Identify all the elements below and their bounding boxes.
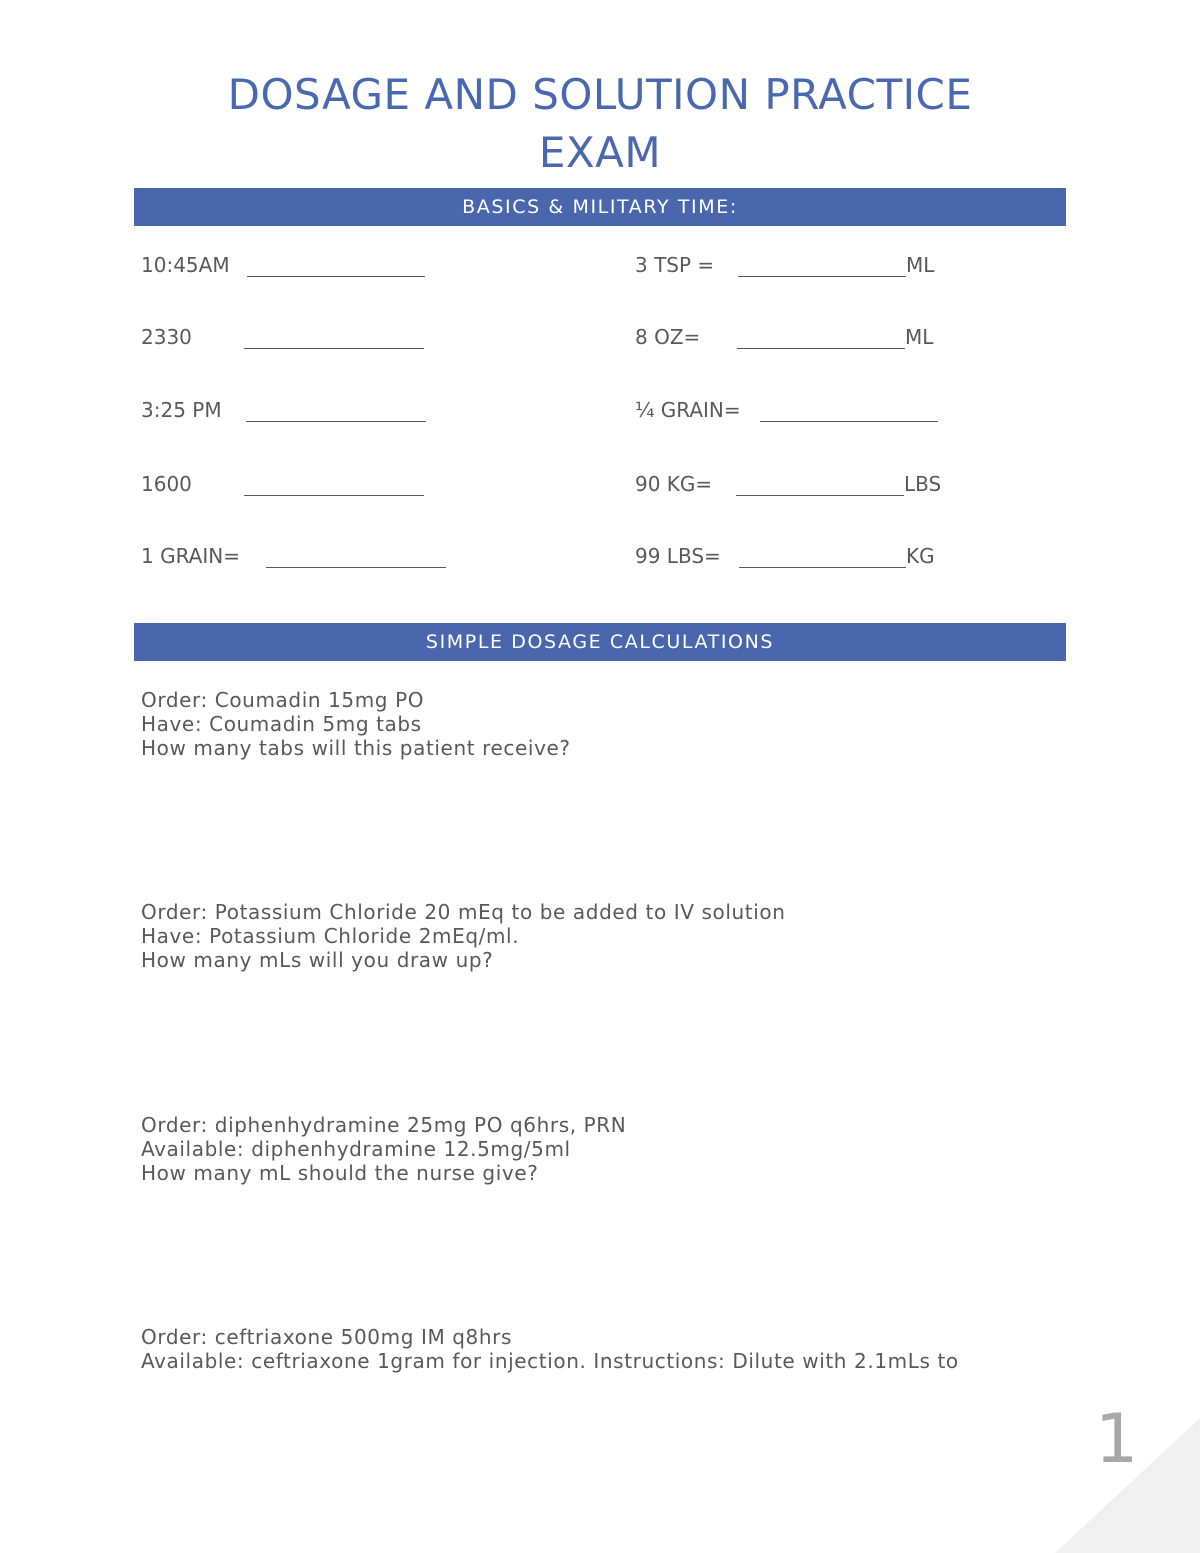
conversion-label: 3 TSP = bbox=[635, 253, 715, 277]
question-line: Available: ceftriaxone 1gram for injection. Instructions: Dilute with 2.1mLs to bbox=[141, 1349, 959, 1373]
answer-blank[interactable] bbox=[244, 348, 424, 349]
conversion-label: 99 LBS= bbox=[635, 544, 721, 568]
section-header-basics: BASICS & MILITARY TIME: bbox=[134, 188, 1066, 226]
answer-blank[interactable] bbox=[247, 276, 425, 277]
question-line: Order: diphenhydramine 25mg PO q6hrs, PRN bbox=[141, 1113, 627, 1137]
answer-blank[interactable] bbox=[737, 348, 905, 349]
question-1 bbox=[141, 688, 571, 760]
question-4 bbox=[141, 1325, 959, 1373]
answer-blank[interactable] bbox=[244, 495, 424, 496]
basics-label: 1600 bbox=[141, 472, 192, 496]
answer-blank[interactable] bbox=[760, 421, 938, 422]
question-line: How many tabs will this patient receive? bbox=[141, 736, 571, 760]
page-title-line-1: DOSAGE AND SOLUTION PRACTICE bbox=[227, 70, 973, 119]
answer-blank[interactable] bbox=[736, 495, 904, 496]
answer-blank[interactable] bbox=[738, 276, 906, 277]
conversion-item bbox=[635, 469, 955, 499]
question-line: How many mLs will you draw up? bbox=[141, 948, 494, 972]
conversion-item bbox=[635, 541, 955, 571]
page-number: 1 bbox=[1095, 1400, 1139, 1479]
question-line: How many mL should the nurse give? bbox=[141, 1161, 539, 1185]
answer-blank[interactable] bbox=[266, 567, 446, 568]
conversion-label: ¼ GRAIN= bbox=[635, 398, 741, 422]
basics-item bbox=[141, 469, 441, 499]
question-line: Available: diphenhydramine 12.5mg/5ml bbox=[141, 1137, 571, 1161]
unit-label: LBS bbox=[904, 472, 942, 496]
basics-label: 1 GRAIN= bbox=[141, 544, 240, 568]
section-header-simple-dosage: SIMPLE DOSAGE CALCULATIONS bbox=[134, 623, 1066, 661]
basics-label: 10:45AM bbox=[141, 253, 230, 277]
conversion-item bbox=[635, 395, 955, 425]
question-line: Have: Potassium Chloride 2mEq/ml. bbox=[141, 924, 520, 948]
question-line: Order: Potassium Chloride 20 mEq to be added to IV solution bbox=[141, 900, 786, 924]
page-title-line-2: EXAM bbox=[538, 128, 662, 177]
conversion-label: 8 OZ= bbox=[635, 325, 701, 349]
question-line: Have: Coumadin 5mg tabs bbox=[141, 712, 422, 736]
basics-label: 3:25 PM bbox=[141, 398, 222, 422]
question-line: Order: ceftriaxone 500mg IM q8hrs bbox=[141, 1325, 513, 1349]
conversion-item bbox=[635, 322, 955, 352]
basics-label: 2330 bbox=[141, 325, 192, 349]
answer-blank[interactable] bbox=[246, 421, 426, 422]
unit-label: KG bbox=[906, 544, 935, 568]
basics-item bbox=[141, 395, 441, 425]
question-3 bbox=[141, 1113, 626, 1185]
basics-item bbox=[141, 250, 441, 280]
unit-label: ML bbox=[905, 325, 934, 349]
question-2 bbox=[141, 900, 786, 972]
question-line: Order: Coumadin 15mg PO bbox=[141, 688, 425, 712]
conversion-label: 90 KG= bbox=[635, 472, 713, 496]
answer-blank[interactable] bbox=[739, 567, 906, 568]
basics-item bbox=[141, 322, 441, 352]
conversion-item bbox=[635, 250, 955, 280]
unit-label: ML bbox=[906, 253, 935, 277]
basics-item bbox=[141, 541, 461, 571]
